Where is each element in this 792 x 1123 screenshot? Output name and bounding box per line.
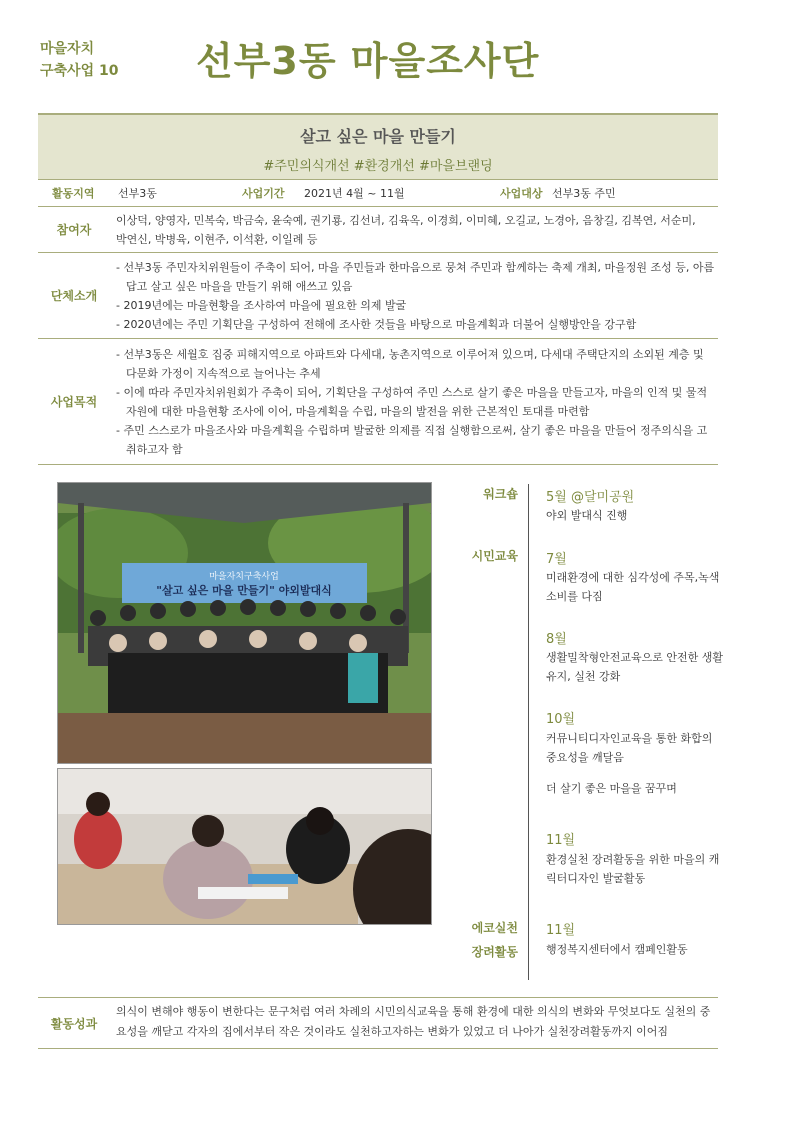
participants-row <box>38 207 718 253</box>
workshop-label: 워크숍 <box>483 487 518 501</box>
timeline-month: 8월 <box>546 632 567 647</box>
result-label: 활동성과 <box>50 1017 98 1031</box>
banner-hashtags: #주민의식개선 #환경개선 #마을브랜딩 <box>263 159 493 174</box>
timeline-month: 7월 <box>546 552 567 567</box>
area-label: 활동지역 <box>52 187 95 200</box>
participants-label: 참여자 <box>56 223 92 237</box>
workshop-photo-image <box>58 769 431 924</box>
timeline-text: 더 살기 좋은 마을을 꿈꾸며 <box>546 782 677 795</box>
timeline-text: 환경실천 장려활동을 위한 마을의 캐릭터디자인 발굴활동 <box>546 853 720 885</box>
category-label <box>40 38 118 82</box>
subtitle-banner <box>38 113 718 180</box>
target-label: 사업대상 <box>500 187 543 200</box>
purpose-content <box>116 345 716 459</box>
banner-subtitle: 살고 싶은 마을 만들기 <box>300 127 456 146</box>
purpose-row <box>38 339 718 465</box>
category-line-2: 구축사업 10 <box>40 63 119 79</box>
workshop-photo <box>57 768 432 925</box>
category-line-1: 마을자치 <box>40 41 95 57</box>
info-row <box>38 178 718 207</box>
group-intro-content <box>116 258 716 334</box>
list-item: - 선부3동 주민자치위원들이 주축이 되어, 마을 주민들과 한마음으로 뭉쳐 주민과 함께하는 축제 개최, 마을정원 조성 등, 아름답고 살고 싶은 마을을 만들기 위해 애쓰고 있음 <box>116 261 715 293</box>
result-row <box>38 997 718 1049</box>
timeline-text: 미래환경에 대한 심각성에 주목,녹색소비를 다짐 <box>546 571 720 603</box>
period-label: 사업기간 <box>242 187 285 200</box>
timeline-month: 5월 @달미공원 <box>546 490 635 505</box>
timeline-divider <box>528 484 529 980</box>
timeline-month: 11월 <box>546 923 576 938</box>
area-value: 선부3동 <box>118 187 157 200</box>
timeline-text: 커뮤니티디자인교육을 통한 화합의 중요성을 깨달음 <box>546 732 713 764</box>
group-intro-label: 단체소개 <box>50 289 98 303</box>
timeline-text: 생활밀착형안전교육으로 안전한 생활 유지, 실천 강화 <box>546 651 724 683</box>
citizen-education-label: 시민교육 <box>471 549 518 563</box>
purpose-label: 사업목적 <box>50 395 98 409</box>
participants-content <box>116 211 716 249</box>
participants-line: 박연신, 박병육, 이현주, 이석환, 이일례 등 <box>116 233 318 246</box>
timeline-month: 11월 <box>546 833 576 848</box>
result-text: 의식이 변해야 행동이 변한다는 문구처럼 여러 차례의 시민의식교육을 통해 환경에 대한 의식의 변화와 무엇보다도 실천의 중요성을 깨닫고 각자의 집에서부터 작은 것이라도 실천하고자하는 변화가 있었고 더 나아가 실천장려활동까지 이어짐 <box>116 1005 711 1038</box>
page-title: 선부3동 마을조사단 <box>196 39 540 83</box>
eco-activity-label <box>450 917 518 963</box>
list-item: - 2020년에는 주민 기획단을 구성하여 전해에 조사한 것들을 바탕으로 마을계획과 더불어 실행방안을 강구함 <box>116 318 637 331</box>
list-item: - 이에 따라 주민자치위원회가 주축이 되어, 기획단을 구성하여 주민 스스로 살기 좋은 마을을 만들고자, 마을의 인적 및 물적 자원에 대한 마을현황 조사에 이어, 마을계획을 수립, 마을의 발전을 위한 근본적인 토대를 마련함 <box>116 386 708 418</box>
group-photo <box>57 482 432 764</box>
participants-line: 이상덕, 양영자, 민복숙, 박금숙, 윤숙예, 권기룡, 김선녀, 김육옥, 이경희, 이미혜, 오길교, 노경아, 음창길, 김복연, 서순미, <box>116 214 696 227</box>
group-photo-image <box>58 483 431 763</box>
period-value: 2021년 4월 ~ 11월 <box>304 187 405 200</box>
timeline-text: 행정복지센터에서 캠페인활동 <box>546 943 688 956</box>
list-item: - 주민 스스로가 마을조사와 마을계획을 수립하며 발굴한 의제를 직접 실행함으로써, 살기 좋은 마을을 만들어 정주의식을 고취하고자 함 <box>116 424 708 456</box>
list-item: - 2019년에는 마을현황을 조사하여 마을에 필요한 의제 발굴 <box>116 299 407 312</box>
photo-banner-line-1: 마을자치구축사업 <box>209 572 279 582</box>
target-value: 선부3동 주민 <box>552 187 616 200</box>
timeline-month: 10월 <box>546 712 576 727</box>
eco-activity-label-line-2: 장려활동 <box>471 945 518 959</box>
photo-banner-line-2: "살고 싶은 마을 만들기" 야외발대식 <box>156 584 332 597</box>
list-item: - 선부3동은 세월호 집중 피해지역으로 아파트와 다세대, 농촌지역으로 이루어져 있으며, 다세대 주택단지의 소외된 계층 및 다문화 가정이 지속적으로 늘어나는 추세 <box>116 348 704 380</box>
eco-activity-label-line-1: 에코실천 <box>471 921 518 935</box>
timeline-text: 야외 발대식 진행 <box>546 509 628 522</box>
group-intro-row <box>38 253 718 339</box>
